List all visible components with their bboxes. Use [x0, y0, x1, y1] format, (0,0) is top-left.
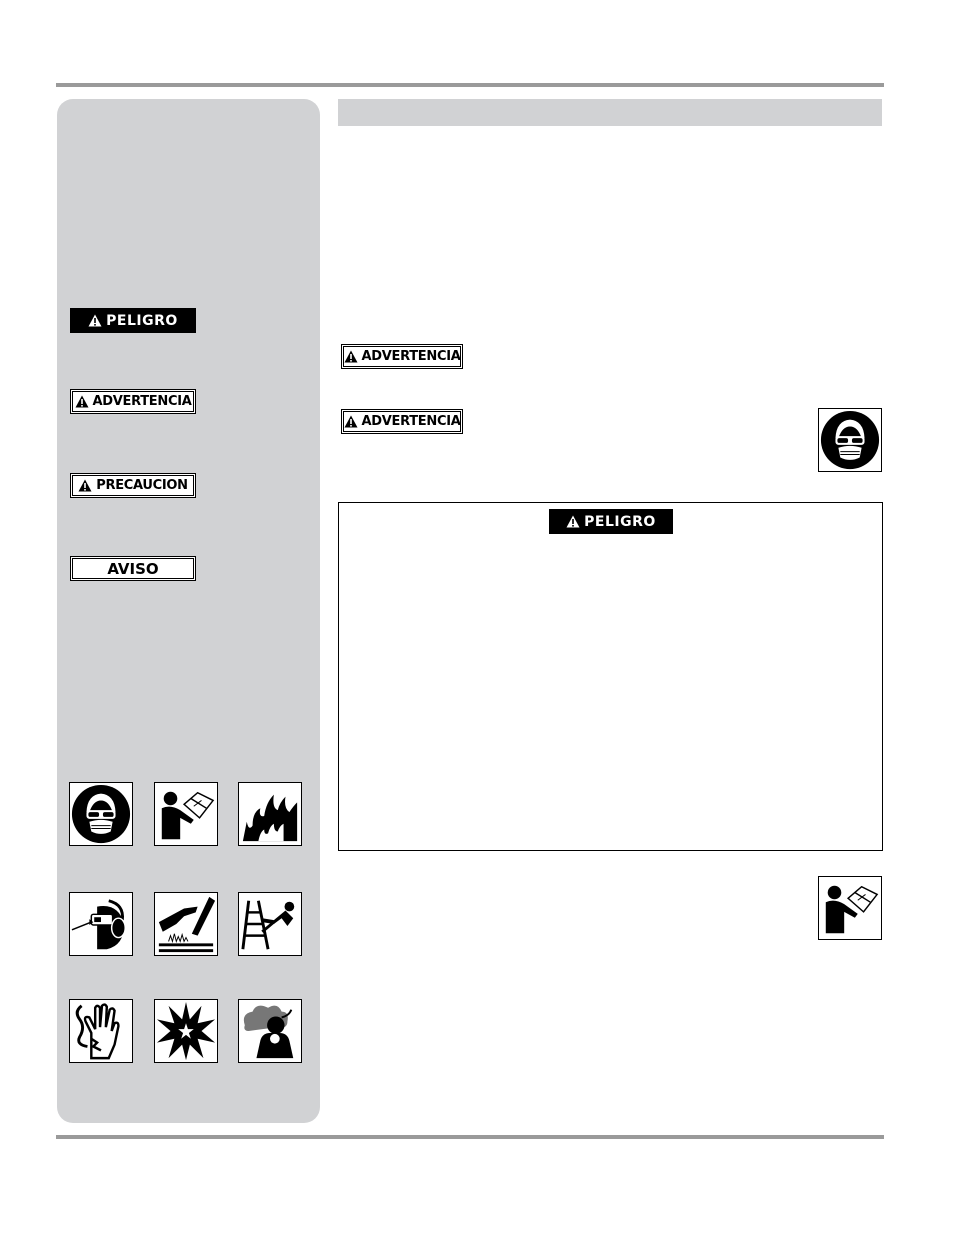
danger-box — [338, 502, 883, 851]
safety-goggles-mask-icon — [818, 408, 882, 472]
warning-triangle-icon — [344, 350, 358, 363]
peligro-signal-word: PELIGRO — [70, 308, 196, 333]
read-manual-icon — [818, 876, 882, 940]
toxic-fumes-icon — [238, 999, 302, 1063]
top-rule — [56, 83, 884, 87]
fire-hazard-icon — [238, 782, 302, 846]
aviso-signal-word: AVISO — [70, 556, 196, 581]
bottom-rule — [56, 1135, 884, 1139]
warning-triangle-icon — [75, 395, 89, 408]
sidebar-panel — [57, 99, 320, 1123]
section-header-bar — [338, 99, 882, 126]
advertencia-signal-word: ADVERTENCIA — [70, 389, 196, 414]
advertencia-signal-word: ADVERTENCIA — [341, 409, 463, 434]
warning-triangle-icon — [566, 515, 580, 528]
fall-from-ladder-icon — [238, 892, 302, 956]
warning-triangle-icon — [88, 314, 102, 327]
advertencia-signal-word: ADVERTENCIA — [341, 344, 463, 369]
precaucion-signal-word: PRECAUCION — [70, 473, 196, 498]
warning-triangle-icon — [78, 479, 92, 492]
eye-ear-protection-icon — [69, 892, 133, 956]
safety-goggles-mask-icon — [69, 782, 133, 846]
sharp-blade-hazard-icon — [154, 892, 218, 956]
warning-triangle-icon — [344, 415, 358, 428]
electric-shock-icon — [69, 999, 133, 1063]
peligro-signal-word: PELIGRO — [549, 509, 673, 534]
explosion-icon — [154, 999, 218, 1063]
read-manual-icon — [154, 782, 218, 846]
